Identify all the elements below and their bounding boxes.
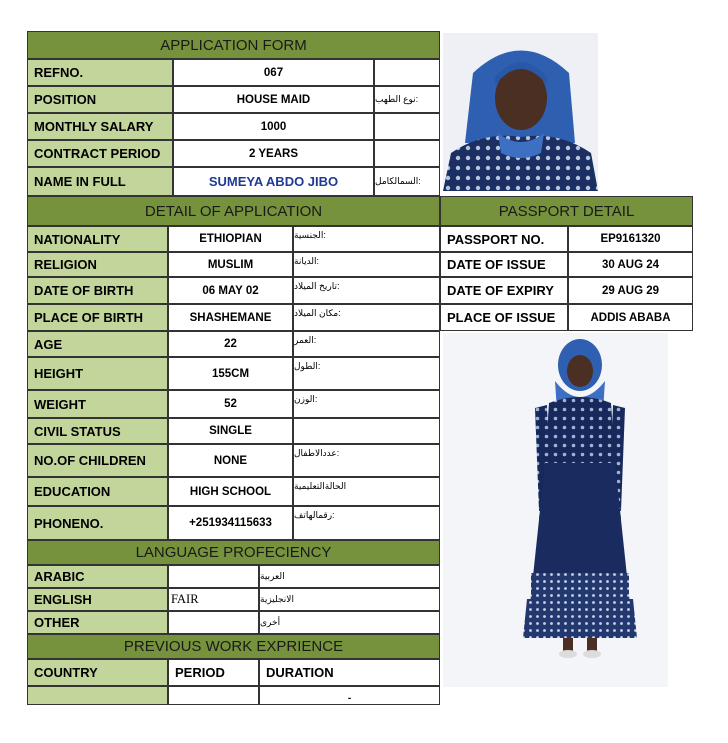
place-of-issue-label: PLACE OF ISSUE xyxy=(440,304,568,331)
date-of-birth-label: DATE OF BIRTH xyxy=(27,277,168,304)
language-english-label: ENGLISH xyxy=(27,588,168,611)
refno-value: 067 xyxy=(173,59,374,86)
name-arabic: :السمالكامل xyxy=(374,167,440,196)
children-value: NONE xyxy=(168,444,293,477)
education-arabic: الحالةالتعليمية xyxy=(293,477,440,506)
place-of-birth-arabic: :مكان الميلاد xyxy=(293,304,440,331)
work-duration-header: DURATION xyxy=(259,659,440,686)
work-title: PREVIOUS WORK EXPRIENCE xyxy=(123,638,344,655)
detail-title: DETAIL OF APPLICATION xyxy=(144,202,323,220)
nationality-label: NATIONALITY xyxy=(27,226,168,252)
nationality-arabic: :الجنسية xyxy=(293,226,440,252)
weight-label: WEIGHT xyxy=(27,390,168,418)
civil-status-arabic xyxy=(293,418,440,444)
refno-label: REFNO. xyxy=(27,59,173,86)
language-english-value: FAIR xyxy=(168,588,259,611)
refno-arabic xyxy=(374,59,440,86)
date-of-issue-label: DATE OF ISSUE xyxy=(440,252,568,277)
date-of-issue-value: 30 AUG 24 xyxy=(568,252,693,277)
position-label: POSITION xyxy=(27,86,173,113)
monthly-salary-value: 1000 xyxy=(173,113,374,140)
language-title: LANGUAGE PROFECIENCY xyxy=(135,544,332,561)
work-country-header: COUNTRY xyxy=(27,659,168,686)
phone-value: +251934115633 xyxy=(168,506,293,540)
height-arabic: :الطول xyxy=(293,357,440,390)
passport-no-label: PASSPORT NO. xyxy=(440,226,568,252)
date-of-expiry-value: 29 AUG 29 xyxy=(568,277,693,304)
work-row-period xyxy=(168,686,259,705)
education-value: HIGH SCHOOL xyxy=(168,477,293,506)
religion-label: RELIGION xyxy=(27,252,168,277)
date-of-expiry-label: DATE OF EXPIRY xyxy=(440,277,568,304)
children-label: NO.OF CHILDREN xyxy=(27,444,168,477)
phone-label: PHONENO. xyxy=(27,506,168,540)
application-form-title: APPLICATION FORM xyxy=(160,36,307,54)
weight-arabic: :الوزن xyxy=(293,390,440,418)
nationality-value: ETHIOPIAN xyxy=(168,226,293,252)
height-label: HEIGHT xyxy=(27,357,168,390)
civil-status-value: SINGLE xyxy=(168,418,293,444)
place-of-birth-value: SHASHEMANE xyxy=(168,304,293,331)
passport-no-value: EP9161320 xyxy=(568,226,693,252)
language-arabic-label: ARABIC xyxy=(27,565,168,588)
children-arabic: :عددالاطفال xyxy=(293,444,440,477)
contract-period-label: CONTRACT PERIOD xyxy=(27,140,173,167)
position-value: HOUSE MAID xyxy=(173,86,374,113)
age-value: 22 xyxy=(168,331,293,357)
name-value: SUMEYA ABDO JIBO xyxy=(173,167,374,196)
portrait-photo xyxy=(443,33,598,191)
language-arabic-arabic: العربية xyxy=(259,565,440,588)
work-row-country xyxy=(27,686,168,705)
passport-title: PASSPORT DETAIL xyxy=(498,202,635,220)
religion-value: MUSLIM xyxy=(168,252,293,277)
date-of-birth-arabic: :تاريخ الميلاد xyxy=(293,277,440,304)
language-english-arabic: الانجليزية xyxy=(259,588,440,611)
phone-arabic: :رقمالهاتف xyxy=(293,506,440,540)
language-header xyxy=(27,540,440,565)
education-label: EDUCATION xyxy=(27,477,168,506)
language-other-label: OTHER xyxy=(27,611,168,634)
contract-period-arabic xyxy=(374,140,440,167)
work-period-header: PERIOD xyxy=(168,659,259,686)
monthly-salary-label: MONTHLY SALARY xyxy=(27,113,173,140)
civil-status-label: CIVIL STATUS xyxy=(27,418,168,444)
work-row-duration: - xyxy=(259,686,440,705)
date-of-birth-value: 06 MAY 02 xyxy=(168,277,293,304)
full-body-photo xyxy=(443,333,668,687)
language-other-arabic: أخرى xyxy=(259,611,440,634)
language-arabic-value xyxy=(168,565,259,588)
name-label: NAME IN FULL xyxy=(27,167,173,196)
age-label: AGE xyxy=(27,331,168,357)
application-form-header xyxy=(27,31,440,59)
monthly-salary-arabic xyxy=(374,113,440,140)
detail-header xyxy=(27,196,440,226)
height-value: 155CM xyxy=(168,357,293,390)
age-arabic: :العمر xyxy=(293,331,440,357)
language-other-value xyxy=(168,611,259,634)
contract-period-value: 2 YEARS xyxy=(173,140,374,167)
work-header xyxy=(27,634,440,659)
place-of-issue-value: ADDIS ABABA xyxy=(568,304,693,331)
place-of-birth-label: PLACE OF BIRTH xyxy=(27,304,168,331)
passport-header xyxy=(440,196,693,226)
position-arabic: :نوع الطهب xyxy=(374,86,440,113)
religion-arabic: :الديانة xyxy=(293,252,440,277)
weight-value: 52 xyxy=(168,390,293,418)
